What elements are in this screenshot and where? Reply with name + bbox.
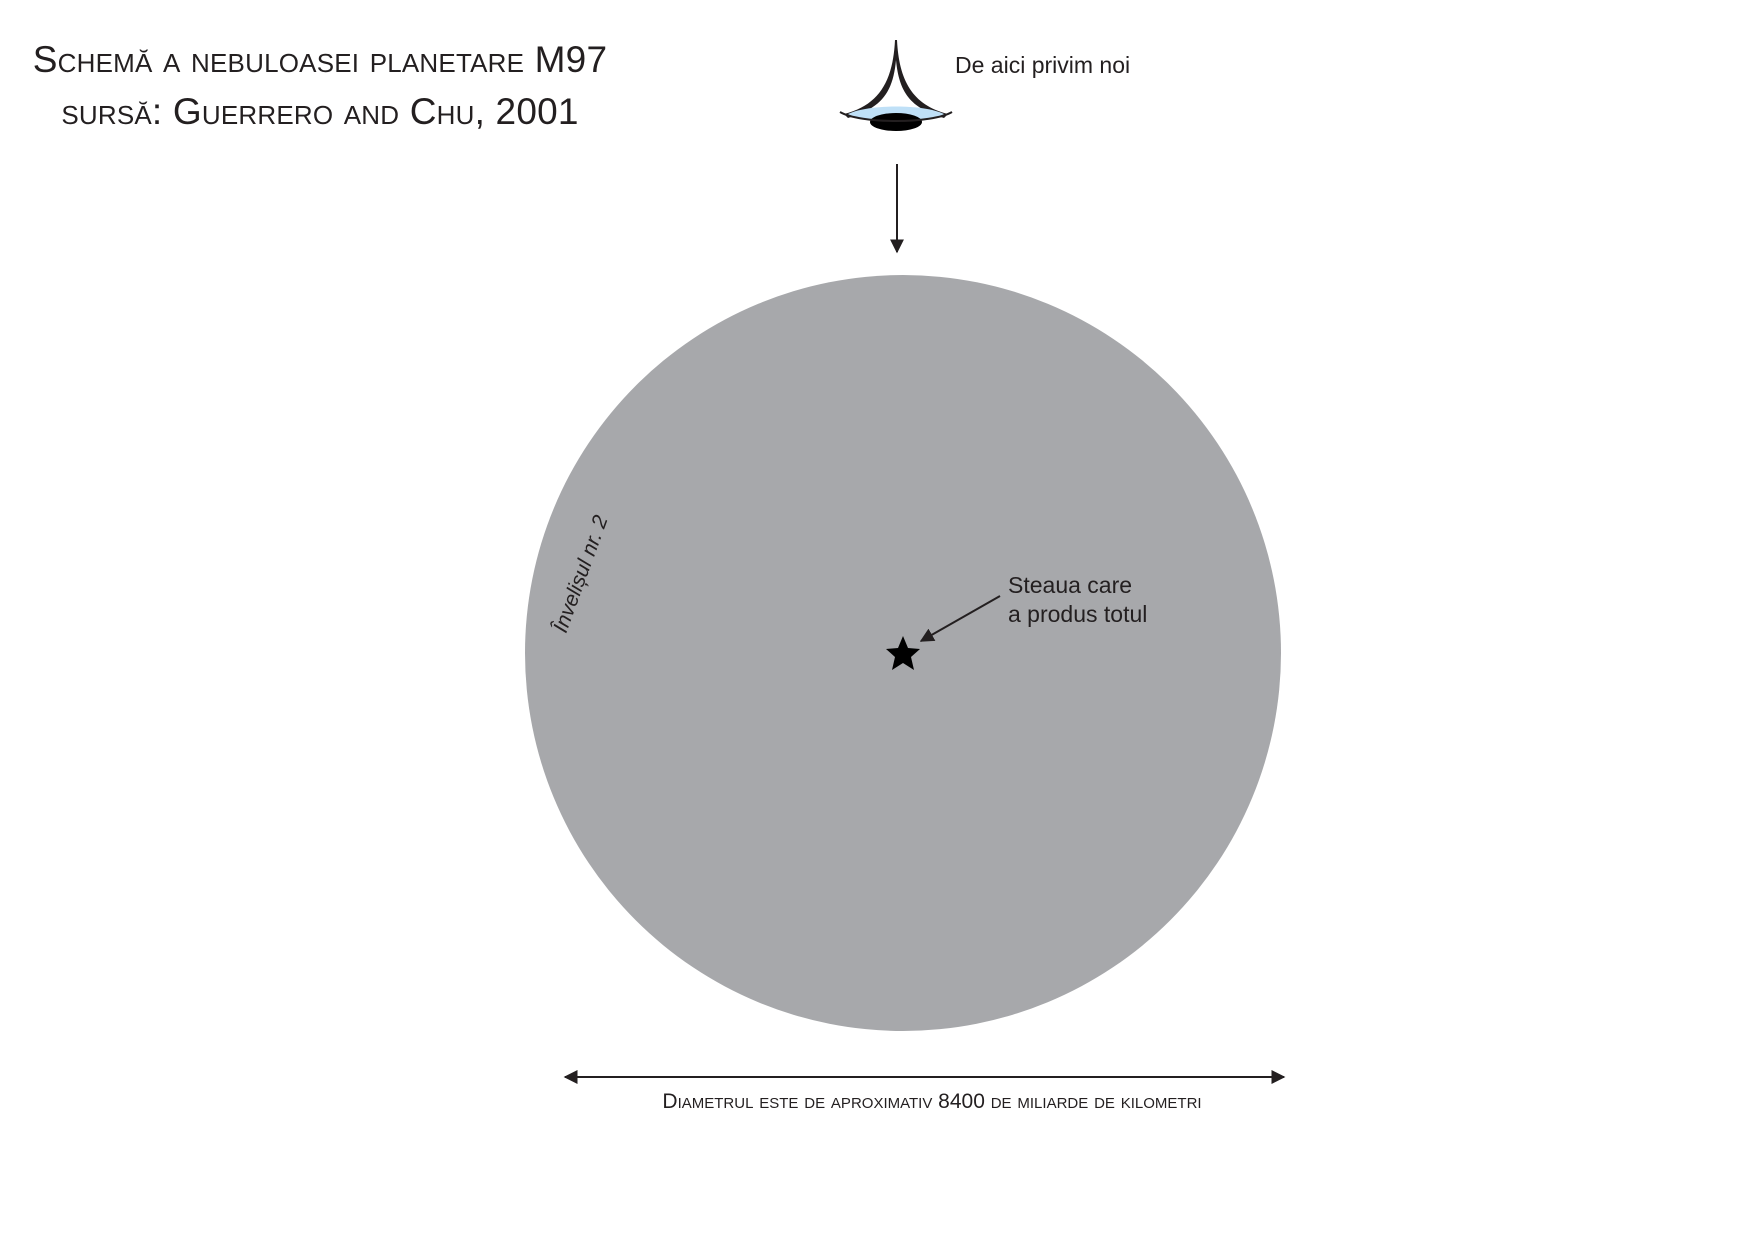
diameter-caption: Diametrul este de aproximativ 8400 de miliarde de kilometri [662,1090,1202,1113]
viewpoint-label: De aici privim noi [955,52,1131,78]
eye-icon [840,40,952,131]
star-label-line1: Steaua care [1008,572,1133,598]
star-label-line2: a produs totul [1008,601,1148,627]
shell-label: Învelișul nr. 2 [549,512,613,636]
diagram-source: sursă: Guerrero and Chu, 2001 [61,91,579,132]
diagram-title: Schemă a nebuloasei planetare M97 [32,39,608,80]
